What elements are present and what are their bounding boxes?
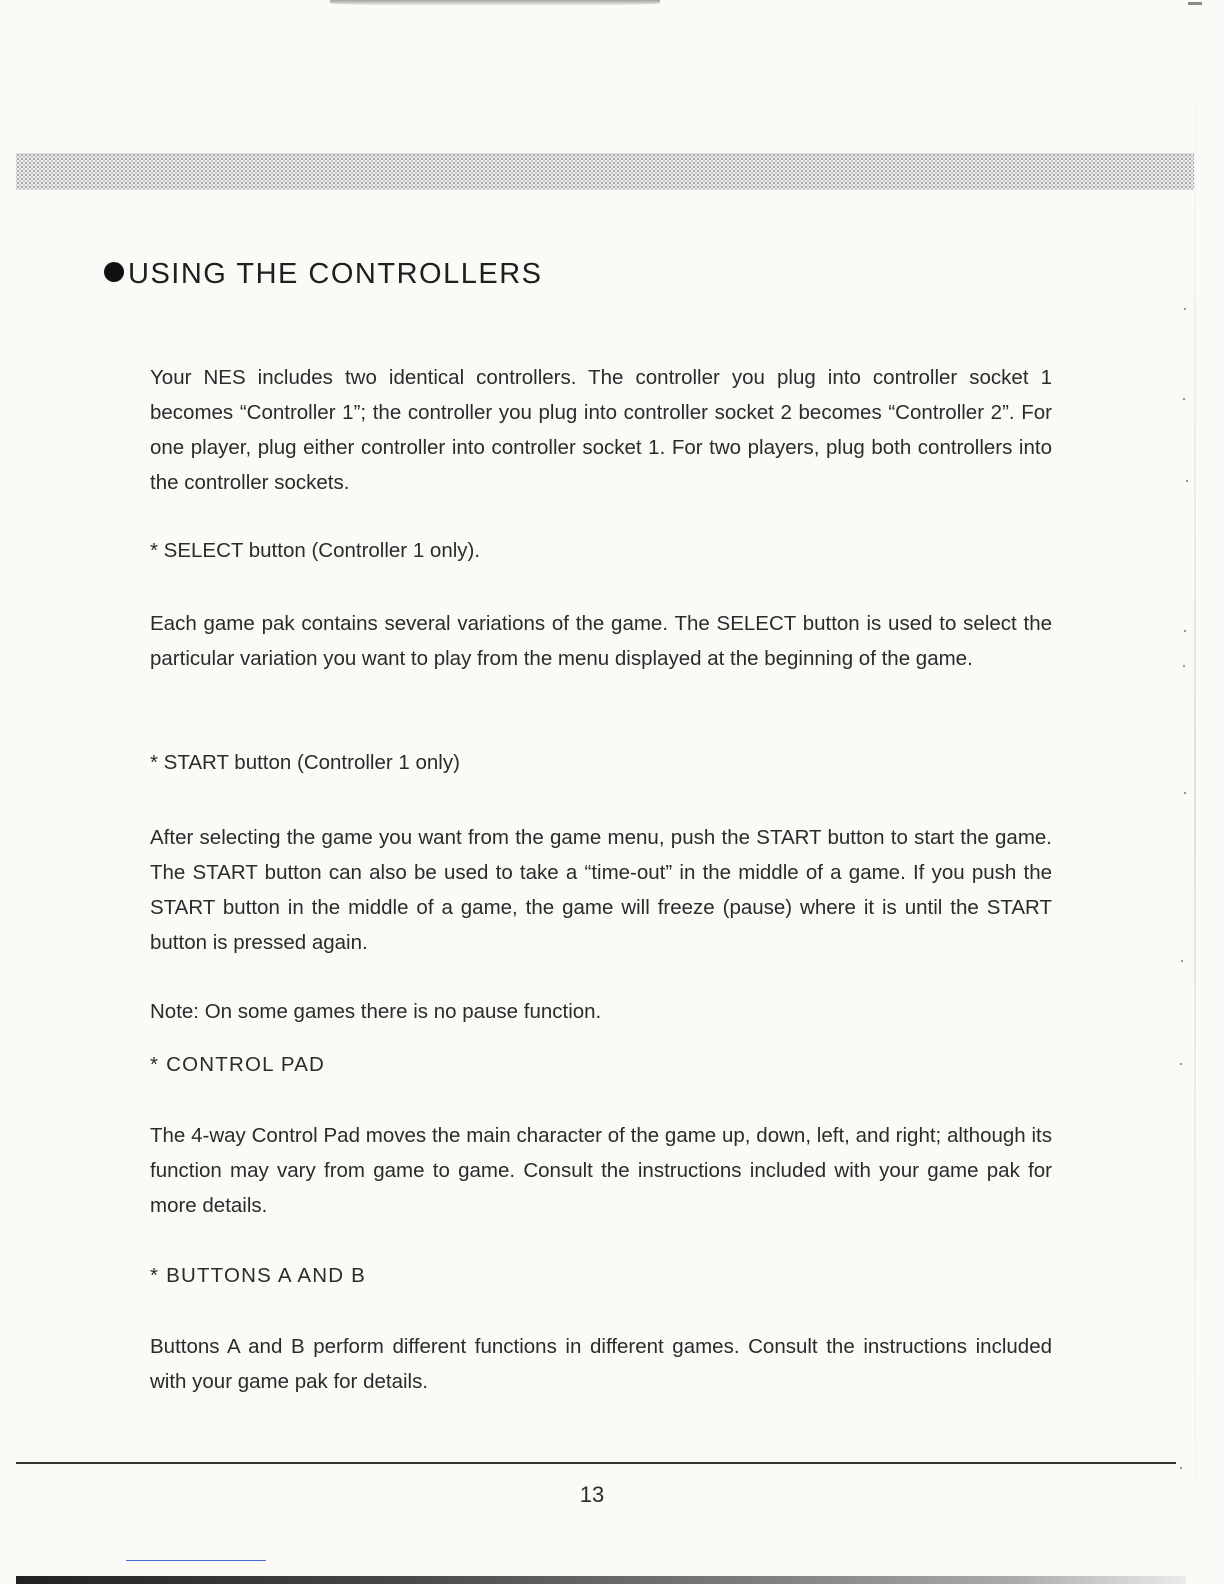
select-button-title: * SELECT button (Controller 1 only). — [150, 539, 481, 562]
scan-speck — [1184, 630, 1186, 632]
footer-rule — [16, 1462, 1176, 1464]
scan-speck — [1183, 665, 1185, 667]
start-button-title: * START button (Controller 1 only) — [150, 751, 460, 774]
bullet-icon — [104, 262, 124, 282]
page-bottom-strip — [16, 1576, 1186, 1584]
scan-speck — [1183, 398, 1185, 400]
scan-line — [126, 1560, 266, 1561]
scan-speck — [1180, 1467, 1182, 1469]
section-heading-text: USING THE CONTROLLERS — [128, 258, 543, 290]
page-edge — [1194, 0, 1196, 1584]
scan-speck — [1180, 1063, 1182, 1065]
scan-speck — [1181, 960, 1183, 962]
pause-note: Note: On some games there is no pause function. — [150, 1000, 602, 1023]
scan-speck — [1184, 792, 1186, 794]
buttons-a-b-title: * BUTTONS A AND B — [150, 1264, 366, 1287]
select-button-paragraph: Each game pak contains several variations of the game. The SELECT button is used to select the particular variation you want to play from the menu displayed at the beginning of the game. — [150, 612, 1052, 670]
page-top-shadow — [330, 0, 660, 6]
start-button-paragraph: After selecting the game you want from the game menu, push the START button to start the game. The START button can also be used to take a “time-out” in the middle of a game. If you push the START button in the middle of a game, the game will freeze (pause) where it is until the START button is pressed again. — [150, 826, 1052, 954]
buttons-a-b-paragraph: Buttons A and B perform different functions in different games. Consult the instructions included with your game pak for details. — [150, 1335, 1052, 1393]
intro-paragraph: Your NES includes two identical controllers. The controller you plug into controller socket 1 becomes “Controller 1”; the controller you plug into controller socket 2 becomes “Controller 2”. For one player, plug either controller into controller socket 1. For two players, plug both controllers into the controller sockets. — [150, 366, 1052, 494]
page-number: 13 — [579, 1482, 605, 1507]
header-halftone-band — [16, 153, 1194, 190]
control-pad-title: * CONTROL PAD — [150, 1053, 326, 1076]
scan-speck — [1186, 480, 1188, 482]
control-pad-paragraph: The 4-way Control Pad moves the main character of the game up, down, left, and right; although its function may vary from game to game. Consult the instructions included with your game pak for more details. — [150, 1124, 1052, 1217]
scan-speck — [1184, 308, 1186, 310]
section-heading — [104, 258, 542, 291]
